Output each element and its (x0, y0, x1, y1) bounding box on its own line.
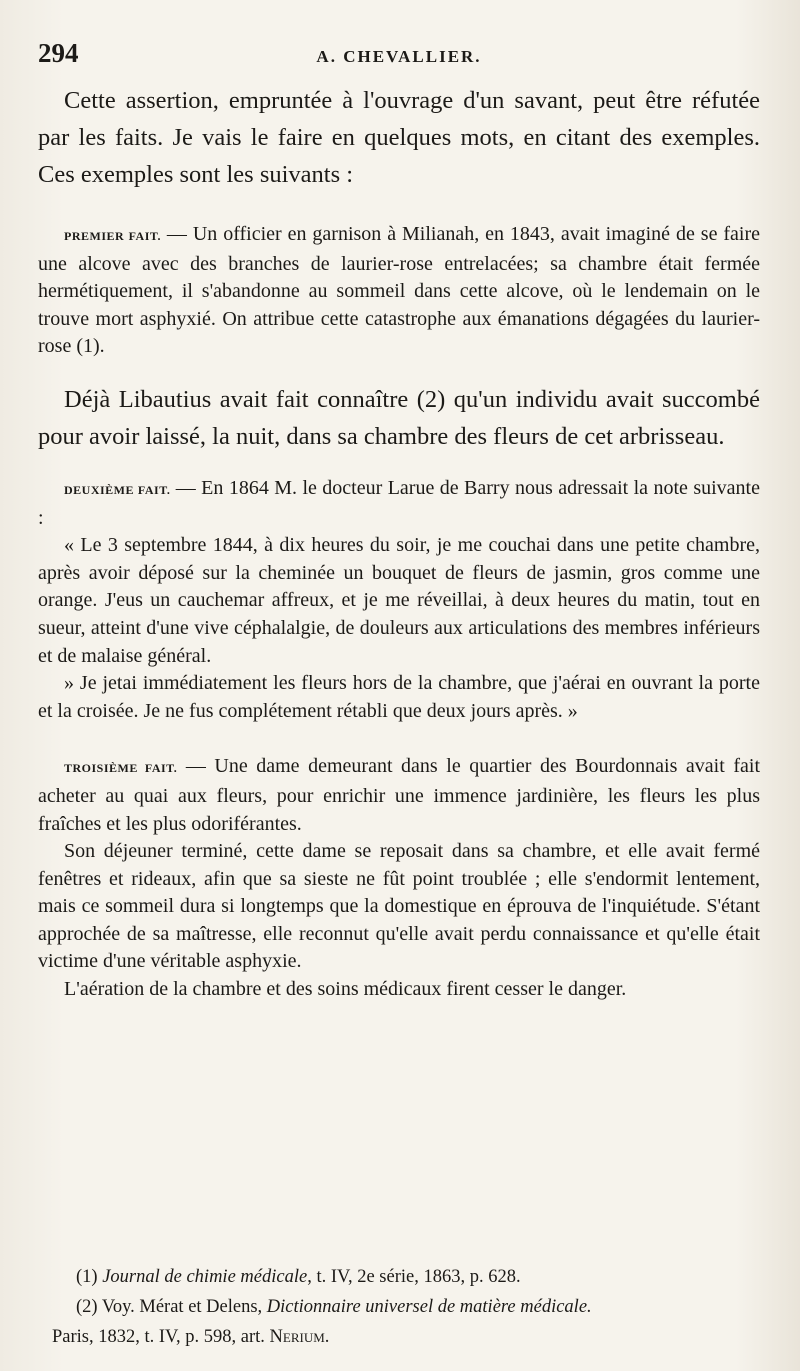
footnote-1 (52, 1262, 772, 1292)
footnotes (52, 1262, 772, 1352)
footnote-1-title: Journal de chimie médicale (102, 1267, 308, 1287)
troisieme-fait-text: — Une dame demeurant dans le quartier des Bourdonnais avait fait acheter au quai aux fleurs, pour enrichir une immence jardinière, les fleurs les plus fraîches et les plus odoriférantes. (38, 755, 760, 835)
premier-fait-paragraph (38, 221, 760, 361)
running-head: A. CHEVALLIER. (316, 47, 482, 66)
page-number: 294 (38, 38, 79, 68)
dejeuner-paragraph: Son déjeuner terminé, cette dame se reposait dans sa chambre, et elle avait fermé fenêtres et rideaux, afin que sa sieste ne fût point troublée ; elle s'endormit lentement, mais ce sommeil dura si longtemps que la domestique en éprouva de l'inquiétude. S'étant approchée de sa maîtresse, elle reconnut qu'elle avait perdu connaissance et qu'elle était victime d'une véritable asphyxie. (38, 840, 760, 973)
quote-paragraph-1: « Le 3 septembre 1844, à dix heures du soir, je me couchai dans une petite chambre, après avoir déposé sur la cheminée un bouquet de fleurs de jasmin, gros comme une orange. J'eus un cauchemar affreux, et je me réveillai, à deux heures du matin, tout en sueur, atteint d'une vive céphalalgie, de douleurs aux articulations des membres inférieurs et de malaise général. (38, 534, 760, 667)
footnote-2-pre: Voy. Mérat et Delens, (97, 1297, 267, 1317)
aeration-paragraph: L'aération de la chambre et des soins médicaux firent cesser le danger. (64, 978, 627, 1001)
deuxieme-fait-text: — En 1864 M. le docteur Larue de Barry nous adressait la note suivante : (38, 476, 760, 529)
footnote-2-nerium: Nerium. (269, 1327, 330, 1347)
deuxieme-fait-label: DEUXIÈME FAIT. (64, 482, 171, 497)
premier-fait-label: PREMIER FAIT. (64, 229, 161, 243)
footnote-2-number: (2) (76, 1297, 98, 1317)
footnote-1-number: (1) (76, 1267, 98, 1287)
footnote-2-title: Dictionnaire universel de matière médicale. (266, 1297, 592, 1317)
intro-paragraph: Cette assertion, empruntée à l'ouvrage d'un savant, peut être réfutée par les faits. Je vais le faire en quelques mots, en citant des exemples. Ces exemples sont les suivants : (38, 87, 760, 188)
troisieme-fait-paragraph (38, 753, 760, 838)
footnote-1-rest: , t. IV, 2e série, 1863, p. 628. (307, 1267, 521, 1287)
footnote-2-line2-text: Paris, 1832, t. IV, p. 598, art. (52, 1327, 270, 1347)
troisieme-fait-label: TROISIÈME FAIT. (64, 761, 178, 776)
deuxieme-fait-paragraph (38, 475, 760, 532)
footnote-2 (52, 1292, 772, 1322)
libautius-paragraph: Déjà Libautius avait fait connaître (2) qu'un individu avait succombé pour avoir laissé, la nuit, dans sa chambre des fleurs de cet arbrisseau. (38, 385, 760, 450)
quote-paragraph-2: » Je jetai immédiatement les fleurs hors de la chambre, que j'aérai en ouvrant la porte et la croisée. Je ne fus complétement rétabli que deux jours après. » (38, 672, 760, 722)
footnote-2-line-2 (52, 1322, 772, 1352)
page-header (38, 38, 760, 82)
premier-fait-text: — Un officier en garnison à Milianah, en 1843, avait imaginé de se faire une alcove avec des branches de laurier-rose entrelacées; sa chambre était fermée hermétiquement, il s'abandonne au sommeil dans cette alcove, où le lendemain on le trouve mort asphyxié. On attribue cette catastrophe aux émanations dégagées du laurier-rose (1). (38, 223, 760, 358)
